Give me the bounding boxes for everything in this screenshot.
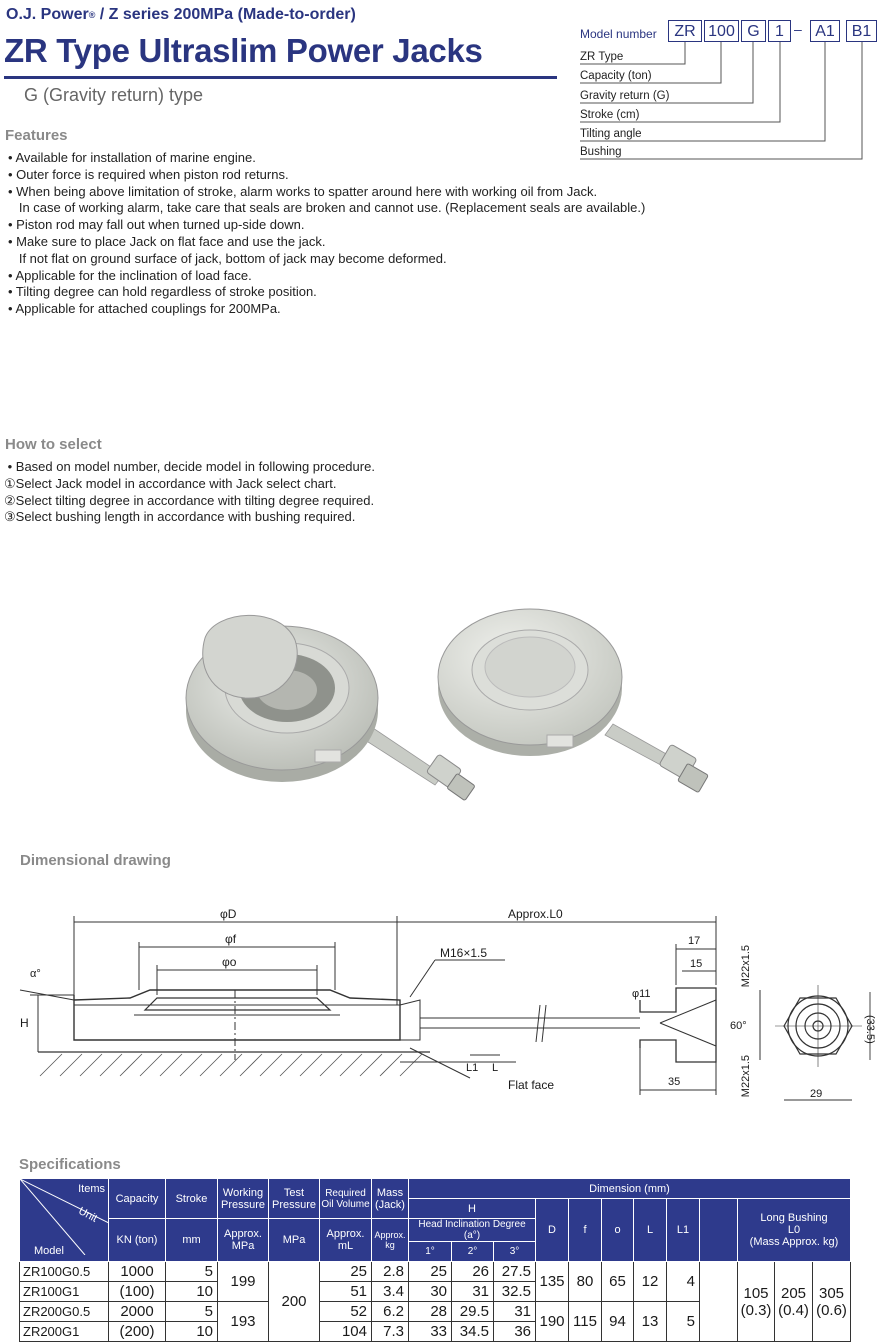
label-phi11: φ11 bbox=[632, 988, 651, 1000]
header-working: Working Pressure bbox=[218, 1179, 269, 1219]
select-line: ③Select bushing length in accordance with bushing required. bbox=[4, 509, 356, 525]
unit-kn: KN (ton) bbox=[109, 1219, 166, 1262]
feature-line: • Make sure to place Jack on flat face and use the jack. bbox=[8, 233, 326, 249]
table-row: ZR200G0.5 2000 5 193 52 6.2 28 29.5 31 190 115 94 13 5 bbox=[20, 1302, 851, 1322]
label-phif: φf bbox=[225, 932, 237, 946]
label-m16: M16×1.5 bbox=[440, 946, 488, 960]
table-row: ZR200G1 (200) 10 104 7.3 33 34.5 36 bbox=[20, 1322, 851, 1342]
end-view bbox=[775, 985, 870, 1100]
table-row: ZR100G1 (100) 10 51 3.4 30 31 32.5 bbox=[20, 1282, 851, 1302]
model-desc-stroke: Stroke (cm) bbox=[580, 109, 640, 121]
feature-line: If not flat on ground surface of jack, bottom of jack may become deformed. bbox=[8, 250, 447, 266]
label-phio: φo bbox=[222, 955, 237, 969]
feature-line: • Available for installation of marine engine. bbox=[8, 150, 256, 165]
model-desc-capacity: Capacity (ton) bbox=[580, 70, 652, 82]
bushing-205: 205 (0.4) bbox=[775, 1262, 813, 1342]
model-desc-type: ZR Type bbox=[580, 51, 624, 63]
label-60deg: 60° bbox=[730, 1020, 747, 1032]
select-line: • Based on model number, decide model in following procedure. bbox=[4, 459, 375, 474]
header-long-bushing: Long Bushing L0 (Mass Approx. kg) bbox=[738, 1199, 851, 1262]
corner-items: Items bbox=[78, 1183, 105, 1195]
table-header-row bbox=[20, 1179, 851, 1199]
header-deg2: 2° bbox=[452, 1242, 494, 1262]
table-row: ZR100G0.5 1000 5 199 200 25 2.8 25 26 27.5 135 80 65 12 4 105 (0.3) 205 (0.4) 305 (0.6) bbox=[20, 1262, 851, 1282]
specifications-table bbox=[19, 1178, 851, 1342]
feature-line: In case of working alarm, take care that seals are broken and cannot use. (Replacement seals are available.) bbox=[8, 200, 646, 216]
model-dash: – bbox=[794, 21, 802, 37]
page-subtitle: G (Gravity return) type bbox=[24, 85, 204, 105]
unit-mm: mm bbox=[166, 1219, 218, 1262]
label-alpha: α° bbox=[30, 968, 41, 980]
model-desc-gravity: Gravity return (G) bbox=[580, 90, 670, 102]
header-test: Test Pressure bbox=[269, 1179, 320, 1219]
model-box-bushing: B1 bbox=[846, 20, 877, 42]
unit-approx-ml: Approx. mL bbox=[320, 1219, 372, 1262]
page-title: ZR Type Ultraslim Power Jacks bbox=[4, 32, 483, 69]
header-capacity: Capacity bbox=[109, 1179, 166, 1219]
header-dimension: Dimension (mm) bbox=[409, 1179, 851, 1199]
unit-approx-kg: Approx. kg bbox=[372, 1219, 409, 1262]
header-deg1: 1° bbox=[409, 1242, 452, 1262]
label-m22-top: M22x1.5 bbox=[740, 945, 752, 988]
features-heading: Features bbox=[5, 127, 68, 144]
label-phiD: φD bbox=[220, 907, 237, 921]
header-mass: Mass (Jack) bbox=[372, 1179, 409, 1219]
model-box-gravity: G bbox=[741, 20, 766, 42]
feature-line: • Applicable for the inclination of load face. bbox=[8, 267, 252, 283]
header-o: o bbox=[602, 1199, 634, 1262]
label-approxL0: Approx.L0 bbox=[508, 907, 563, 921]
dimensional-heading: Dimensional drawing bbox=[20, 852, 171, 869]
feature-line: • Piston rod may fall out when turned up-side down. bbox=[8, 217, 305, 233]
corner-unit: Unit bbox=[76, 1205, 100, 1225]
header-oil: Required Oil Volume bbox=[320, 1179, 372, 1219]
header-L1: L1 bbox=[667, 1199, 700, 1262]
model-box-capacity: 100 bbox=[704, 20, 739, 42]
bushing-305: 305 (0.6) bbox=[813, 1262, 851, 1342]
header-corner bbox=[20, 1179, 109, 1262]
label-L1: L1 bbox=[466, 1062, 479, 1074]
header-deg3: 3° bbox=[494, 1242, 536, 1262]
header-blank bbox=[700, 1199, 738, 1262]
model-box-stroke: 1 bbox=[768, 20, 791, 42]
label-17: 17 bbox=[688, 935, 701, 947]
label-L: L bbox=[492, 1062, 499, 1074]
feature-line: • When being above limitation of stroke, alarm works to spatter around here with working oil from Jack. bbox=[8, 183, 598, 199]
header-stroke: Stroke bbox=[166, 1179, 218, 1219]
label-33-5: (33.5) bbox=[864, 1015, 876, 1044]
label-15: 15 bbox=[690, 958, 703, 970]
model-box-type: ZR bbox=[668, 20, 702, 42]
label-H: H bbox=[20, 1016, 29, 1030]
model-number-label: Model number bbox=[580, 27, 657, 41]
specifications-heading: Specifications bbox=[19, 1156, 121, 1173]
unit-mpa: MPa bbox=[269, 1219, 320, 1262]
model-desc-bushing: Bushing bbox=[580, 146, 622, 158]
header-f: f bbox=[569, 1199, 602, 1262]
series-line: O.J. Power® / Z series 200MPa (Made-to-order) bbox=[6, 6, 356, 23]
select-line: ①Select Jack model in accordance with Jack select chart. bbox=[4, 475, 337, 491]
label-flat-face: Flat face bbox=[508, 1078, 555, 1092]
feature-line: • Outer force is required when piston rod returns. bbox=[8, 166, 289, 182]
header-D: D bbox=[536, 1199, 569, 1262]
label-29: 29 bbox=[810, 1088, 823, 1100]
label-m22-bottom: M22x1.5 bbox=[740, 1055, 752, 1098]
bushing-105: 105 (0.3) bbox=[738, 1262, 775, 1342]
unit-approx-mpa: Approx. MPa bbox=[218, 1219, 269, 1262]
select-line: ②Select tilting degree in accordance with tilting degree required. bbox=[4, 492, 375, 508]
model-box-tilt: A1 bbox=[810, 20, 840, 42]
label-35: 35 bbox=[668, 1076, 681, 1088]
corner-model: Model bbox=[34, 1245, 64, 1257]
header-H: H bbox=[409, 1199, 536, 1219]
model-desc-tilt: Tilting angle bbox=[580, 128, 642, 140]
how-to-select-heading: How to select bbox=[5, 436, 102, 453]
feature-line: • Applicable for attached couplings for 200MPa. bbox=[8, 301, 281, 317]
feature-line: • Tilting degree can hold regardless of stroke position. bbox=[8, 284, 317, 300]
header-L: L bbox=[634, 1199, 667, 1262]
header-head-incl: Head Inclination Degree (a°) bbox=[409, 1219, 536, 1242]
